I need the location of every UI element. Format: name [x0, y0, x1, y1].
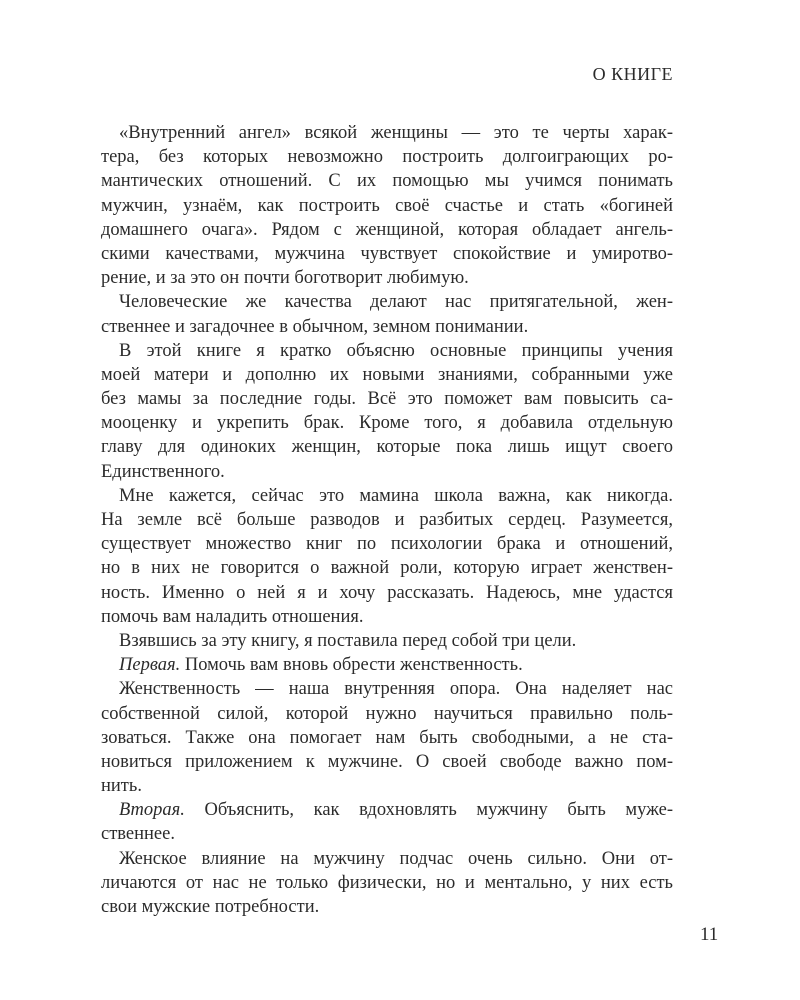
line-text: свои мужские потребности. [101, 897, 320, 917]
line-text: Женское влияние на мужчину подчас очень сильно. Они от- [119, 848, 673, 869]
text-line [101, 218, 673, 242]
text-line [101, 508, 673, 532]
line-text: На земле всё больше разводов и разбитых сердец. Разумеется, [101, 510, 673, 530]
text-line [101, 702, 673, 726]
line-text: мантических отношений. С их помощью мы учимся понимать [101, 171, 673, 192]
text-line [101, 629, 673, 653]
line-text: Женственность — наша внутренняя опора. Она наделяет нас [119, 679, 673, 700]
line-text: Единственного. [101, 461, 225, 482]
line-text: но в них не говорится о важной роли, которую играет женствен- [101, 558, 673, 579]
text-line [101, 266, 673, 290]
line-text: ственнее. [101, 824, 175, 845]
line-text: В этой книге я кратко объясню основные принципы учения [119, 340, 673, 361]
line-text: ственнее и загадочнее в обычном, земном понимании. [101, 316, 529, 337]
text-line [101, 484, 673, 508]
line-text: Взявшись за эту книгу, я поставила перед собой три цели. [119, 630, 577, 651]
paragraph [101, 339, 673, 484]
line-text: нить. [101, 776, 142, 797]
line-text: домашнего очага». Рядом с женщиной, которая обладает ангель- [101, 219, 673, 240]
text-line [101, 460, 673, 484]
line-text: помочь вам наладить отношения. [101, 606, 364, 627]
line-text: Мне кажется, сейчас это мамина школа важна, как никогда. [119, 485, 673, 506]
line-text: рение, и за это он почти боготворит любимую. [101, 268, 469, 289]
text-line [101, 194, 673, 218]
line-text: «Внутренний ангел» всякой женщины — это те черты харак- [119, 123, 673, 143]
text-line [101, 556, 673, 580]
text-line [101, 653, 673, 677]
text-line [101, 387, 673, 411]
line-text: существует множество книг по психологии брака и отношений, [101, 534, 673, 555]
line-text: главу для одиноких женщин, которые пока лишь ищут своего [101, 437, 673, 458]
page-body-text [101, 121, 673, 919]
line-text: ность. Именно о ней я и хочу рассказать. Надеюсь, мне удастся [101, 582, 673, 603]
text-line [101, 532, 673, 556]
paragraph [101, 653, 673, 677]
paragraph [101, 484, 673, 629]
line-text: Объяснить, как вдохновлять мужчину быть муже- [184, 800, 673, 821]
paragraph [101, 290, 673, 338]
text-line [101, 339, 673, 363]
text-line [101, 847, 673, 871]
line-text: личаются от нас не только физически, но и ментально, у них есть [101, 872, 673, 893]
paragraph [101, 121, 673, 290]
text-line [101, 411, 673, 435]
text-line [101, 774, 673, 798]
text-line [101, 750, 673, 774]
text-line [101, 605, 673, 629]
text-line [101, 242, 673, 266]
line-text: собственной силой, которой нужно научиться правильно поль- [101, 703, 673, 724]
italic-lead: Первая. [119, 655, 181, 676]
text-line [101, 798, 673, 822]
line-text: зоваться. Также она помогает нам быть свободными, а не ста- [101, 727, 673, 748]
text-line [101, 363, 673, 387]
text-line [101, 290, 673, 314]
line-text: мооценку и укрепить брак. Кроме того, я добавила отдельную [101, 413, 673, 434]
text-line [101, 895, 673, 919]
text-line [101, 726, 673, 750]
line-text: Помочь вам вновь обрести женственность. [180, 655, 523, 676]
text-line [101, 315, 673, 339]
text-line [101, 822, 673, 846]
line-text: тера, без которых невозможно построить долгоиграющих ро- [101, 147, 673, 168]
paragraph [101, 677, 673, 798]
paragraph [101, 847, 673, 920]
text-line [101, 169, 673, 193]
italic-lead: Вторая. [119, 800, 185, 821]
text-line [101, 677, 673, 701]
line-text: моей матери и дополню их новыми знаниями, собранными уже [101, 364, 673, 385]
paragraph [101, 798, 673, 846]
line-text: без мамы за последние годы. Всё это поможет вам повысить са- [101, 389, 673, 410]
paragraph [101, 629, 673, 653]
text-line [101, 121, 673, 145]
text-line [101, 145, 673, 169]
text-line [101, 435, 673, 459]
text-line [101, 871, 673, 895]
line-text: новиться приложением к мужчине. О своей свободе важно пом- [101, 751, 673, 772]
line-text: мужчин, узнаём, как построить своё счастье и стать «богиней [101, 195, 673, 216]
line-text: скими качествами, мужчина чувствует спокойствие и умиротво- [101, 243, 673, 264]
running-header: О КНИГЕ [592, 64, 673, 84]
text-line [101, 581, 673, 605]
page-number: 11 [700, 924, 719, 945]
line-text: Человеческие же качества делают нас притягательной, жен- [119, 292, 673, 313]
